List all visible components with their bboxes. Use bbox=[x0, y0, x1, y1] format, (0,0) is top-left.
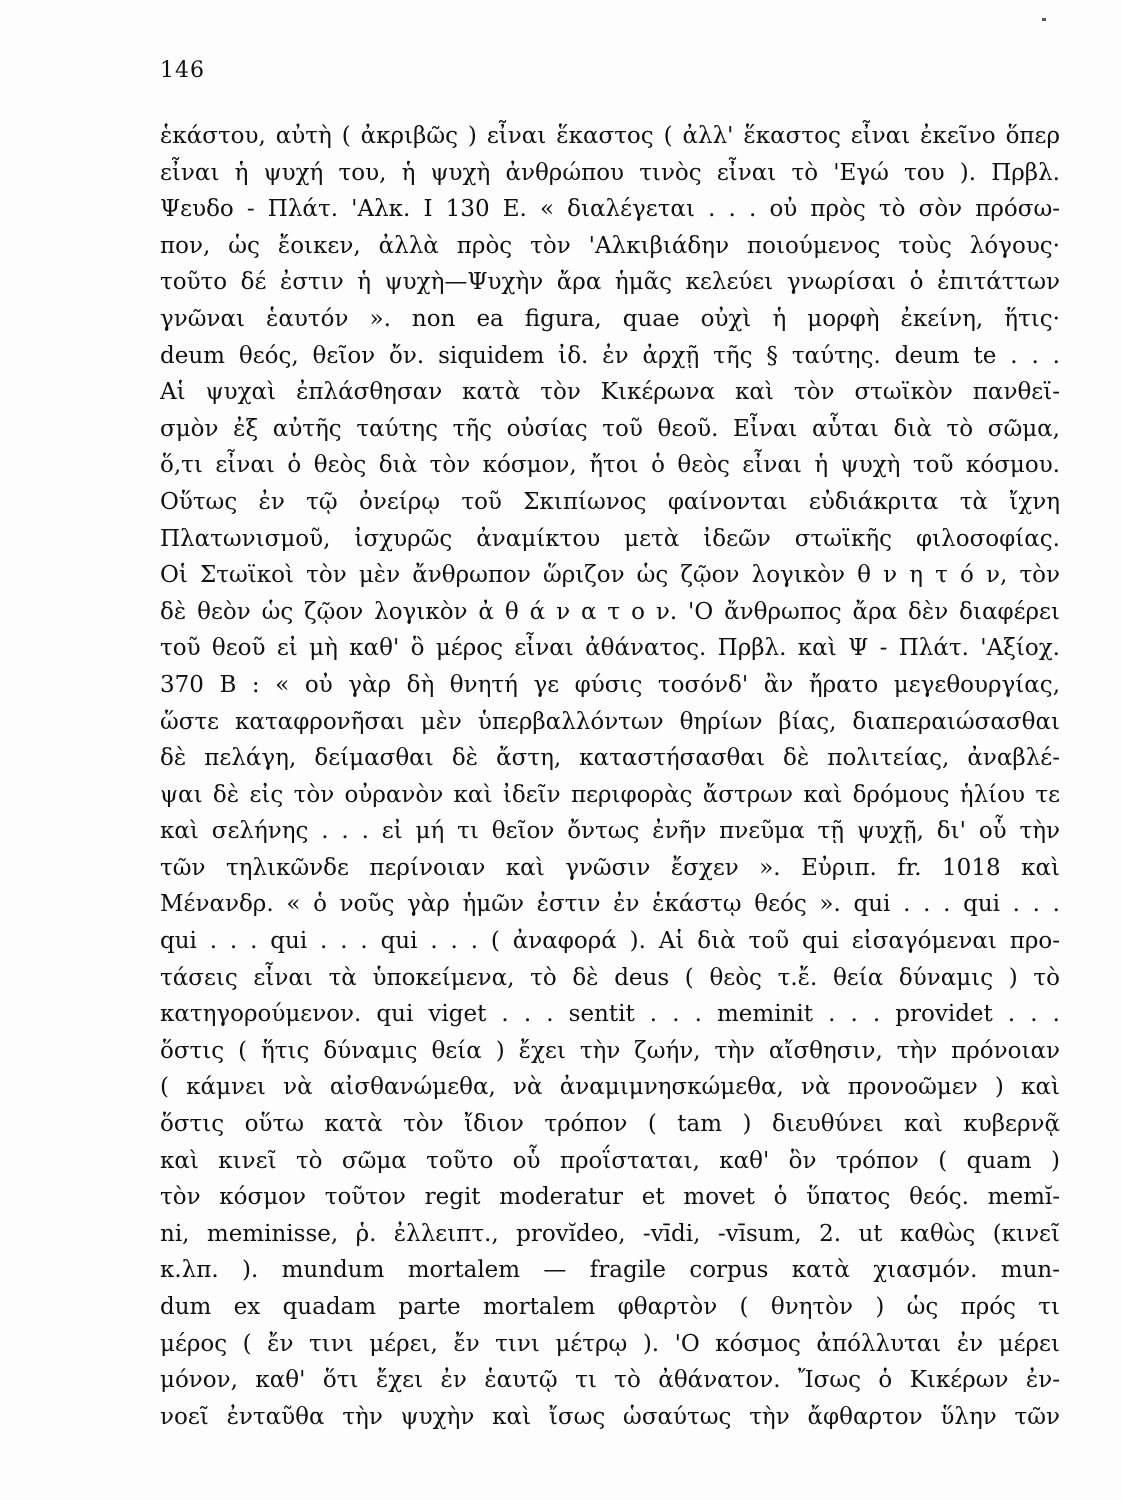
text-line: τοῦ θεοῦ εἰ μὴ καθ' ὃ μέρος εἶναι ἀθάνατος. Πρβλ. καὶ Ψ - Πλάτ. 'Αξίοχ. bbox=[160, 635, 1060, 662]
text-line: ni, meminisse, ῥ. ἐλλειπτ., provĭdeo, -vīdi, -vīsum, 2. ut καθὼς (κινεῖ bbox=[160, 1220, 1060, 1247]
text-line: Οὕτως ἐν τῷ ὀνείρῳ τοῦ Σκιπίωνος φαίνονται εὐδιάκριτα τὰ ἴχνη bbox=[160, 488, 1060, 515]
text-line: 370 B : « οὐ γὰρ δὴ θνητή γε φύσις τοσόνδ' ἂν ἤρατο μεγεθουργίας, bbox=[160, 671, 1060, 698]
text-line: ( κάμνει νὰ αἰσθανώμεθα, νὰ ἀναμιμνησκώμεθα, νὰ προνοῶμεν ) καὶ bbox=[160, 1074, 1060, 1101]
text-line: καὶ κινεῖ τὸ σῶμα τοῦτο οὗ προΐσταται, καθ' ὃν τρόπον ( quam ) bbox=[160, 1147, 1060, 1174]
text-line: ἑκάστου, αὐτὴ ( ἀκριβῶς ) εἶναι ἕκαστος ( ἀλλ' ἕκαστος εἶναι ἐκεῖνο ὅπερ bbox=[160, 123, 1060, 149]
scan-speck bbox=[1042, 18, 1046, 21]
text-line: ὥστε καταφρονῆσαι μὲν ὑπερβαλλόντων θηρίων βίας, διαπεραιώσασθαι bbox=[160, 708, 1060, 735]
text-line: γνῶναι ἑαυτόν ». non ea figura, quae οὐχὶ ἡ μορφὴ ἐκείνη, ἥτις· bbox=[160, 305, 1060, 332]
text-line: κ.λπ. ). mundum mortalem — fragile corpus κατὰ χιασμόν. mun- bbox=[160, 1257, 1060, 1284]
body-text bbox=[160, 118, 1060, 1435]
text-line: καὶ σελήνης . . . εἰ μή τι θεῖον ὄντως ἐνῆν πνεῦμα τῇ ψυχῇ, δι' οὗ τὴν bbox=[160, 818, 1060, 845]
text-line: ὅστις οὕτω κατὰ τὸν ἴδιον τρόπον ( tam ) διευθύνει καὶ κυβερνᾷ bbox=[160, 1111, 1060, 1138]
text-line: deum θεός, θεῖον ὄν. siquidem ἰδ. ἐν ἀρχῇ τῆς § ταύτης. deum te . . . bbox=[160, 342, 1060, 369]
text-line: τοῦτο δέ ἐστιν ἡ ψυχὴ—Ψυχὴν ἄρα ἡμᾶς κελεύει γνωρίσαι ὁ ἐπιτάττων bbox=[160, 269, 1060, 296]
text-line: σμὸν ἐξ αὐτῆς ταύτης τῆς οὐσίας τοῦ θεοῦ. Εἶναι αὗται διὰ τὸ σῶμα, bbox=[160, 415, 1060, 442]
text-line: Πλατωνισμοῦ, ἰσχυρῶς ἀναμίκτου μετὰ ἰδεῶν στωϊκῆς φιλοσοφίας. bbox=[160, 525, 1060, 552]
text-line: κατηγορούμενον. qui viget . . . sentit . . . meminit . . . providet . . . bbox=[160, 1001, 1060, 1028]
text-line: Ψευδο - Πλάτ. 'Αλκ. I 130 E. « διαλέγεται . . . οὐ πρὸς τὸ σὸν πρόσω- bbox=[160, 196, 1060, 223]
text-line: μόνον, καθ' ὅτι ἔχει ἐν ἑαυτῷ τι τὸ ἀθάνατον. Ἴσως ὁ Κικέρων ἐν- bbox=[160, 1367, 1060, 1394]
text-line: τάσεις εἶναι τὰ ὑποκείμενα, τὸ δὲ deus ( θεὸς τ.ἔ. θεία δύναμις ) τὸ bbox=[160, 964, 1060, 991]
text-line: Μένανδρ. « ὁ νοῦς γὰρ ἡμῶν ἐστιν ἐν ἑκάστῳ θεός ». qui . . . qui . . . bbox=[160, 891, 1060, 918]
text-line: τῶν τηλικῶνδε περίνοιαν καὶ γνῶσιν ἔσχεν ». Εὐριπ. fr. 1018 καὶ bbox=[160, 854, 1060, 881]
text-line: μέρος ( ἔν τινι μέρει, ἔν τινι μέτρῳ ). 'Ο κόσμος ἀπόλλυται ἐν μέρει bbox=[160, 1330, 1060, 1357]
page-number: 146 bbox=[160, 58, 205, 83]
text-line: νοεῖ ἐνταῦθα τὴν ψυχὴν καὶ ἴσως ὡσαύτως τὴν ἄφθαρτον ὕλην τῶν bbox=[160, 1403, 1060, 1430]
text-line: ὅ,τι εἶναι ὁ θεὸς διὰ τὸν κόσμον, ἤτοι ὁ θεὸς εἶναι ἡ ψυχὴ τοῦ κόσμου. bbox=[160, 452, 1060, 479]
text-line: δὲ θεὸν ὡς ζῷον λογικὸν ἀ θ ά ν α τ ο ν. 'Ο ἄνθρωπος ἄρα δὲν διαφέρει bbox=[160, 598, 1060, 625]
text-line: πον, ὡς ἔοικεν, ἀλλὰ πρὸς τὸν 'Αλκιβιάδην ποιούμενος τοὺς λόγους· bbox=[160, 232, 1060, 259]
text-line: dum ex quadam parte mortalem φθαρτὸν ( θνητὸν ) ὡς πρός τι bbox=[160, 1294, 1060, 1320]
text-line: Αἱ ψυχαὶ ἐπλάσθησαν κατὰ τὸν Κικέρωνα καὶ τὸν στωϊκὸν πανθεϊ- bbox=[160, 379, 1060, 406]
text-line: Οἱ Στωϊκοὶ τὸν μὲν ἄνθρωπον ὥριζον ὡς ζῷον λογικὸν θ ν η τ ό ν, τὸν bbox=[160, 562, 1060, 589]
text-line: εἶναι ἡ ψυχή του, ἡ ψυχὴ ἀνθρώπου τινὸς εἶναι τὸ 'Εγώ του ). Πρβλ. bbox=[160, 159, 1060, 186]
text-line: ὅστις ( ἥτις δύναμις θεία ) ἔχει τὴν ζωήν, τὴν αἴσθησιν, τὴν πρόνοιαν bbox=[160, 1037, 1060, 1064]
text-line: δὲ πελάγη, δείμασθαι δὲ ἄστη, καταστήσασθαι δὲ πολιτείας, ἀναβλέ- bbox=[160, 745, 1060, 772]
text-line: ψαι δὲ εἰς τὸν οὐρανὸν καὶ ἰδεῖν περιφορὰς ἄστρων καὶ δρόμους ἡλίου τε bbox=[160, 781, 1060, 808]
text-line: τὸν κόσμον τοῦτον regit moderatur et movet ὁ ὕπατος θεός. memĭ- bbox=[160, 1184, 1060, 1211]
text-line: qui . . . qui . . . qui . . . ( ἀναφορά ). Αἱ διὰ τοῦ qui εἰσαγόμεναι προ- bbox=[160, 928, 1060, 955]
